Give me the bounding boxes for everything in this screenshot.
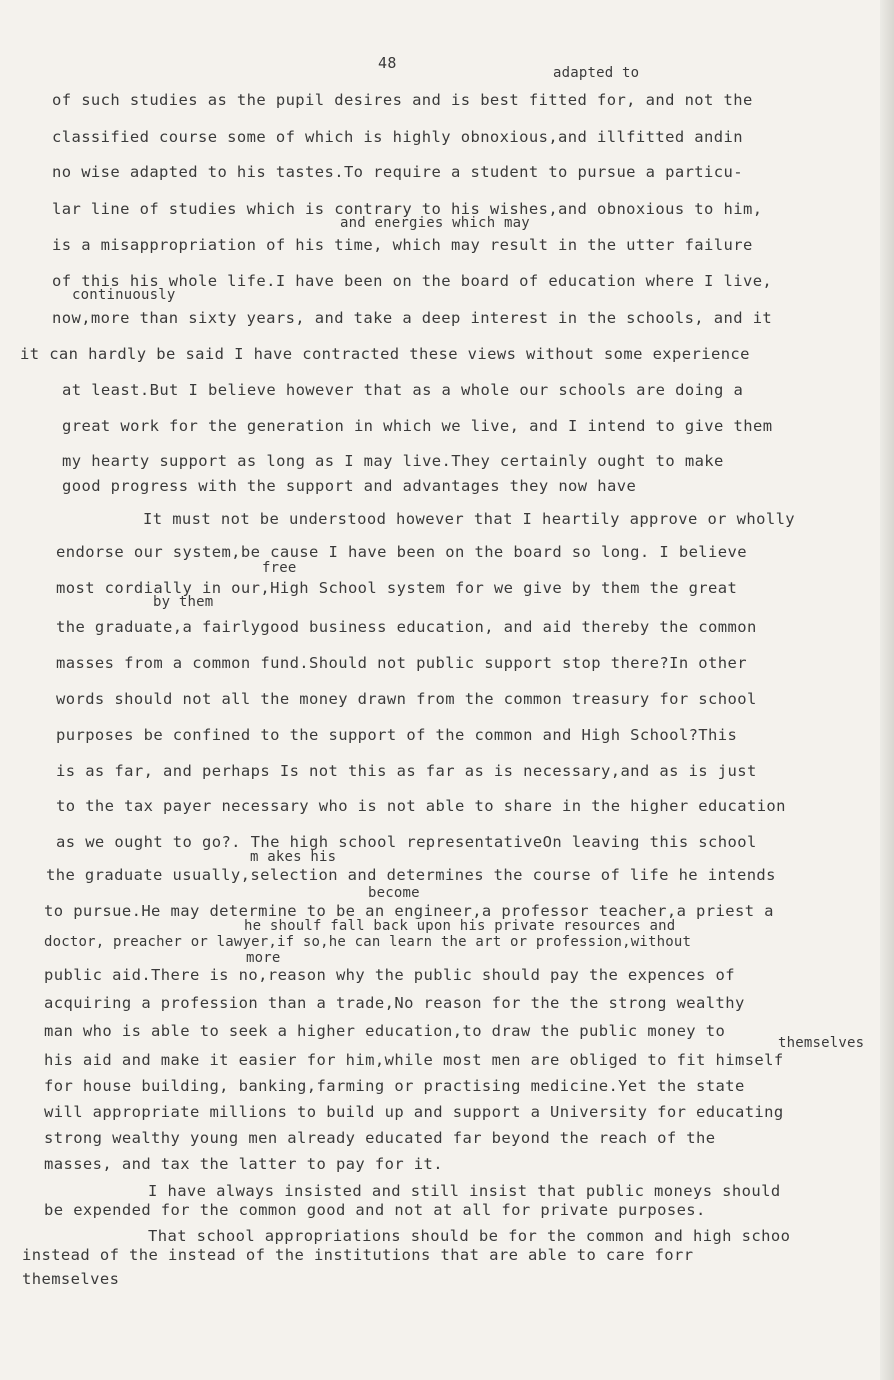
- text-line: masses from a common fund.Should not public support stop there?In other: [56, 654, 747, 672]
- interlinear-insertion: m akes his: [250, 849, 337, 865]
- text-line: my hearty support as long as I may live.They certainly ought to make: [62, 452, 724, 470]
- interlinear-insertion: adapted to: [553, 65, 640, 81]
- interlinear-insertion: free: [262, 560, 297, 576]
- text-line: endorse our system,be cause I have been on the board so long. I believe: [56, 543, 747, 561]
- text-line: to the tax payer necessary who is not able to share in the higher education: [56, 797, 786, 815]
- text-line: public aid.There is no,reason why the public should pay the expences of: [44, 966, 735, 984]
- text-line: be expended for the common good and not at all for private purposes.: [44, 1201, 706, 1219]
- text-line: is a misappropriation of his time, which may result in the utter failure: [52, 236, 753, 254]
- text-line: as we ought to go?. The high school representativeOn leaving this school: [56, 833, 757, 851]
- text-line: most cordially in our,High School system for we give by them the great: [56, 579, 738, 597]
- text-line: is as far, and perhaps Is not this as far as is necessary,and as is just: [56, 762, 757, 780]
- text-line: purposes be confined to the support of the common and High School?This: [56, 726, 738, 744]
- interlinear-insertion: and energies which may: [340, 215, 530, 231]
- text-line: strong wealthy young men already educated far beyond the reach of the: [44, 1129, 716, 1147]
- text-line: no wise adapted to his tastes.To require a student to pursue a particu-: [52, 163, 743, 181]
- interlinear-insertion: he shoulf fall back upon his private resources and: [244, 918, 676, 934]
- interlinear-insertion: more: [246, 950, 281, 966]
- text-line: the graduate usually,selection and determines the course of life he intends: [46, 866, 776, 884]
- text-line: his aid and make it easier for him,while most men are obliged to fit himself: [44, 1051, 784, 1069]
- text-line: It must not be understood however that I heartily approve or wholly: [143, 510, 796, 528]
- text-line: lar line of studies which is contrary to his wishes,and obnoxious to him,: [52, 200, 763, 218]
- text-line: good progress with the support and advantages they now have: [62, 477, 637, 495]
- interlinear-insertion: doctor, preacher or lawyer,if so,he can learn the art or profession,without: [44, 934, 692, 950]
- text-line: now,more than sixty years, and take a deep interest in the schools, and it: [52, 309, 773, 327]
- interlinear-insertion: by them: [153, 594, 214, 610]
- text-line: at least.But I believe however that as a whole our schools are doing a: [62, 381, 744, 399]
- text-line: of this his whole life.I have been on the board of education where I live,: [52, 272, 773, 290]
- text-line: great work for the generation in which we live, and I intend to give them: [62, 417, 773, 435]
- interlinear-insertion: themselves: [778, 1035, 865, 1051]
- interlinear-insertion: continuously: [72, 287, 176, 303]
- text-line: of such studies as the pupil desires and is best fitted for, and not the: [52, 91, 753, 109]
- text-line: themselves: [22, 1270, 120, 1288]
- text-line: I have always insisted and still insist that public moneys should: [148, 1182, 781, 1200]
- text-line: for house building, banking,farming or practising medicine.Yet the state: [44, 1077, 745, 1095]
- page-edge-shadow: [880, 0, 894, 1380]
- text-line: masses, and tax the latter to pay for it.: [44, 1155, 444, 1173]
- text-line: to pursue.He may determine to be an engineer,a professor teacher,a priest a: [44, 902, 774, 920]
- text-line: That school appropriations should be for the common and high schoo: [148, 1227, 791, 1245]
- text-line: instead of the instead of the institutions that are able to care forr: [22, 1246, 694, 1264]
- text-line: classified course some of which is highly obnoxious,and illfitted andin: [52, 128, 743, 146]
- text-line: will appropriate millions to build up and support a University for educating: [44, 1103, 784, 1121]
- text-line: words should not all the money drawn from the common treasury for school: [56, 690, 757, 708]
- page-number: 48: [378, 54, 397, 72]
- text-line: acquiring a profession than a trade,No reason for the the strong wealthy: [44, 994, 745, 1012]
- text-line: it can hardly be said I have contracted these views without some experience: [20, 345, 750, 363]
- interlinear-insertion: become: [368, 885, 420, 901]
- text-line: the graduate,a fairlygood business education, and aid thereby the common: [56, 618, 757, 636]
- text-line: man who is able to seek a higher education,to draw the public money to: [44, 1022, 726, 1040]
